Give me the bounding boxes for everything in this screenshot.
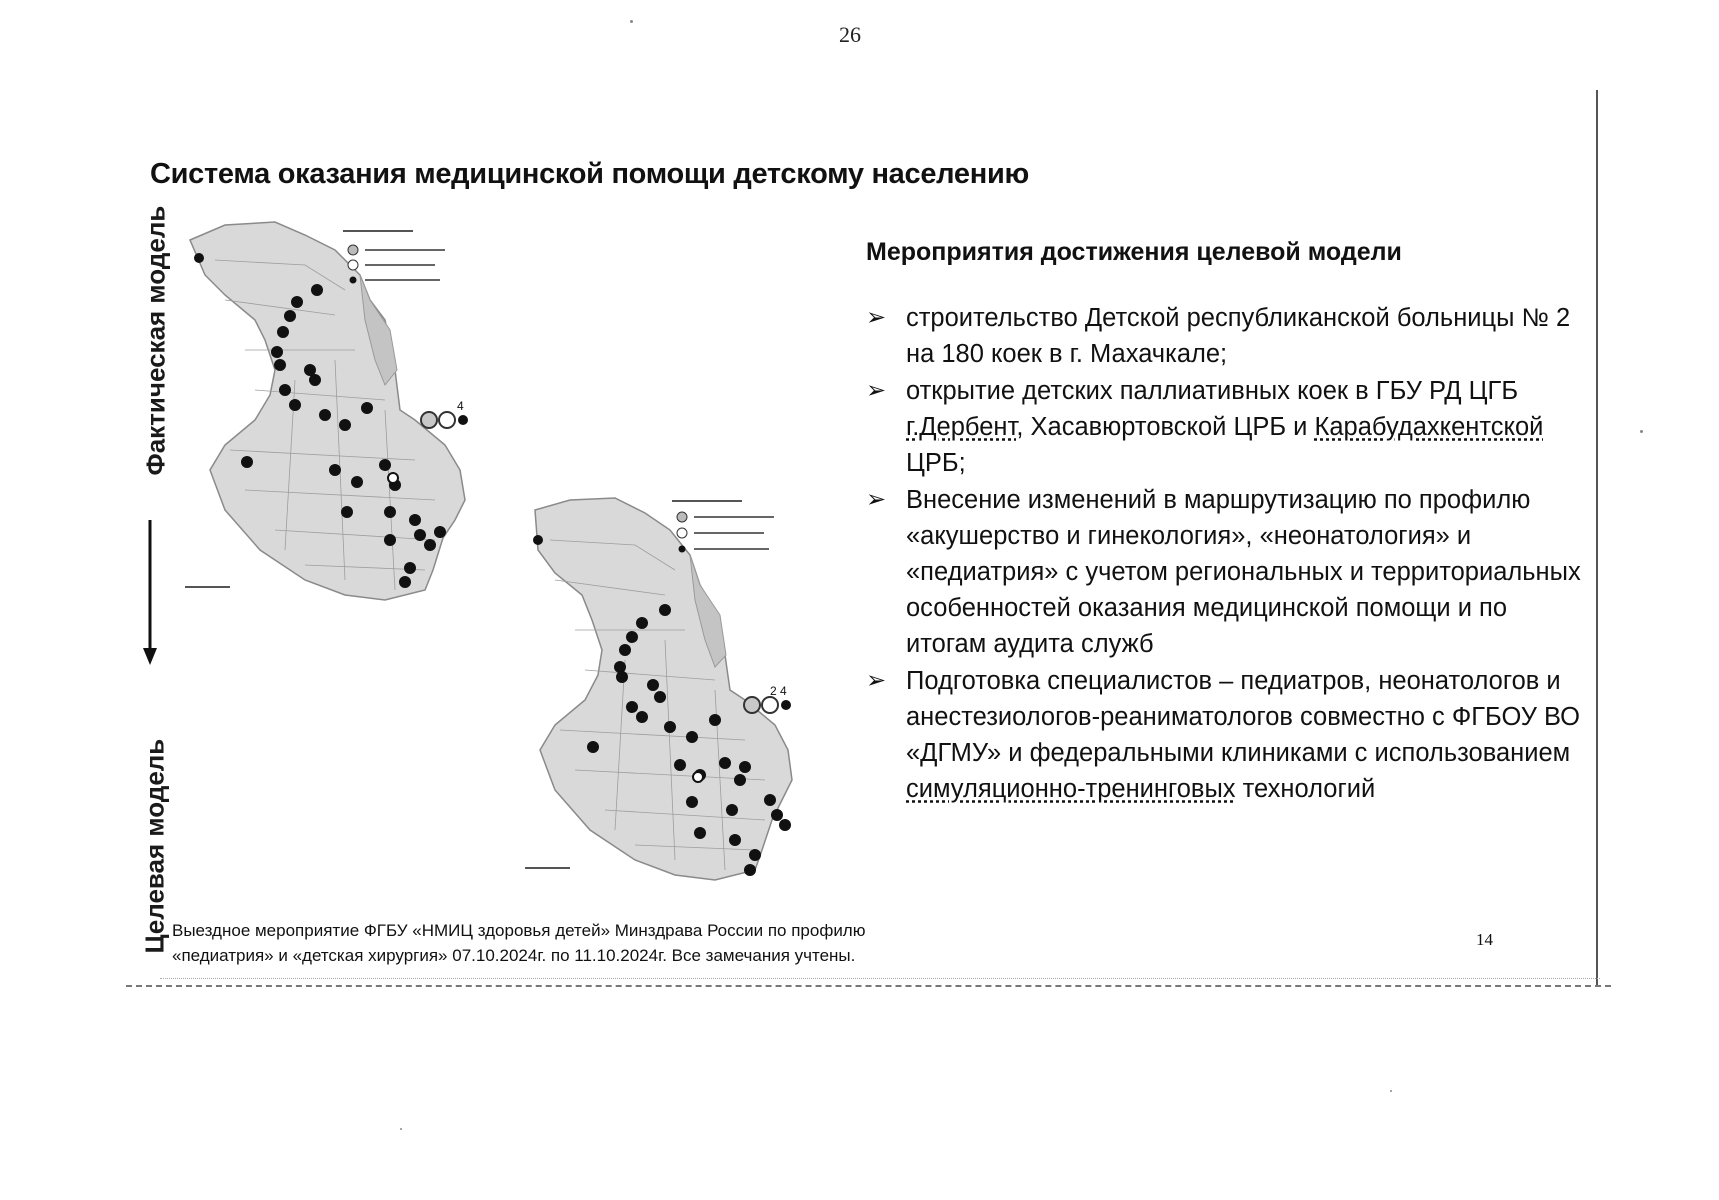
measures-title: Мероприятия достижения целевой модели [866,238,1402,266]
scan-speck [1640,430,1643,433]
measure-text: , Хасавюртовской ЦРБ и [1016,413,1315,441]
hospital-markers-offshore [421,412,468,428]
measure-text-underlined: г.Дербент [906,413,1017,441]
arrow-bullet-icon: ➢ [866,486,887,513]
scan-speck [400,1128,402,1130]
fact-map-annotation: 4 [457,399,464,413]
hospital-markers-offshore [744,697,791,713]
target-model-map [520,495,850,905]
measure-text: ЦРБ; [906,449,966,477]
fact-model-map [185,220,525,640]
scan-speck [630,20,633,23]
measure-item [866,373,1586,481]
measure-text-underlined: симуляционно-тренинговых [906,775,1236,803]
measure-text: Подготовка специалистов – педиатров, неонатологов и анестезиологов-реаниматологов совместно с ФГБОУ ВО «ДГМУ» и федеральными клиниками с использованием [906,667,1581,767]
page-number: 26 [839,22,861,47]
arrow-bullet-icon: ➢ [866,667,887,694]
arrow-bullet-icon: ➢ [866,304,887,331]
slide-frame-right-border [1596,90,1598,985]
slide-number: 14 [1476,930,1493,949]
measure-text-underlined: Карабудахкентской [1314,413,1544,441]
slide-title: Система оказания медицинской помощи детскому населению [150,158,1029,190]
target-model-label: Целевая модель [139,738,170,954]
measure-text: технологий [1235,775,1376,803]
measure-item [866,482,1586,662]
arrow-bullet-icon: ➢ [866,377,887,404]
down-arrow-icon [140,520,160,665]
slide-frame-bottom-border-inner [160,978,1600,979]
fact-model-label: Фактическая модель [140,205,171,476]
measure-item [866,300,1586,372]
measures-list [866,300,1586,808]
measure-text: открытие детских паллиативных коек в ГБУ РД ЦГБ [906,377,1519,405]
measure-item [866,663,1586,807]
measure-text: строительство Детской республиканской больницы № 2 на 180 коек в г. Махачкале; [906,304,1571,368]
target-map-annotation: 2 4 [770,684,787,698]
measure-text: Внесение изменений в маршрутизацию по профилю «акушерство и гинекология», «неонатология» и «педиатрия» с учетом региональных и территориальных особенностей оказания медицинской помощи и по итогам аудита служб [906,486,1581,658]
footer-note: Выездное мероприятие ФГБУ «НМИЦ здоровья детей» Минздрава России по профилю «педиатрия» и «детская хирургия» 07.10.2024г. по 11.10.2024г. Все замечания учтены. [172,921,866,965]
map-legend [672,500,774,553]
slide-frame-bottom-border [126,985,1611,987]
region-outline [535,498,792,880]
scan-speck [1390,1090,1392,1092]
